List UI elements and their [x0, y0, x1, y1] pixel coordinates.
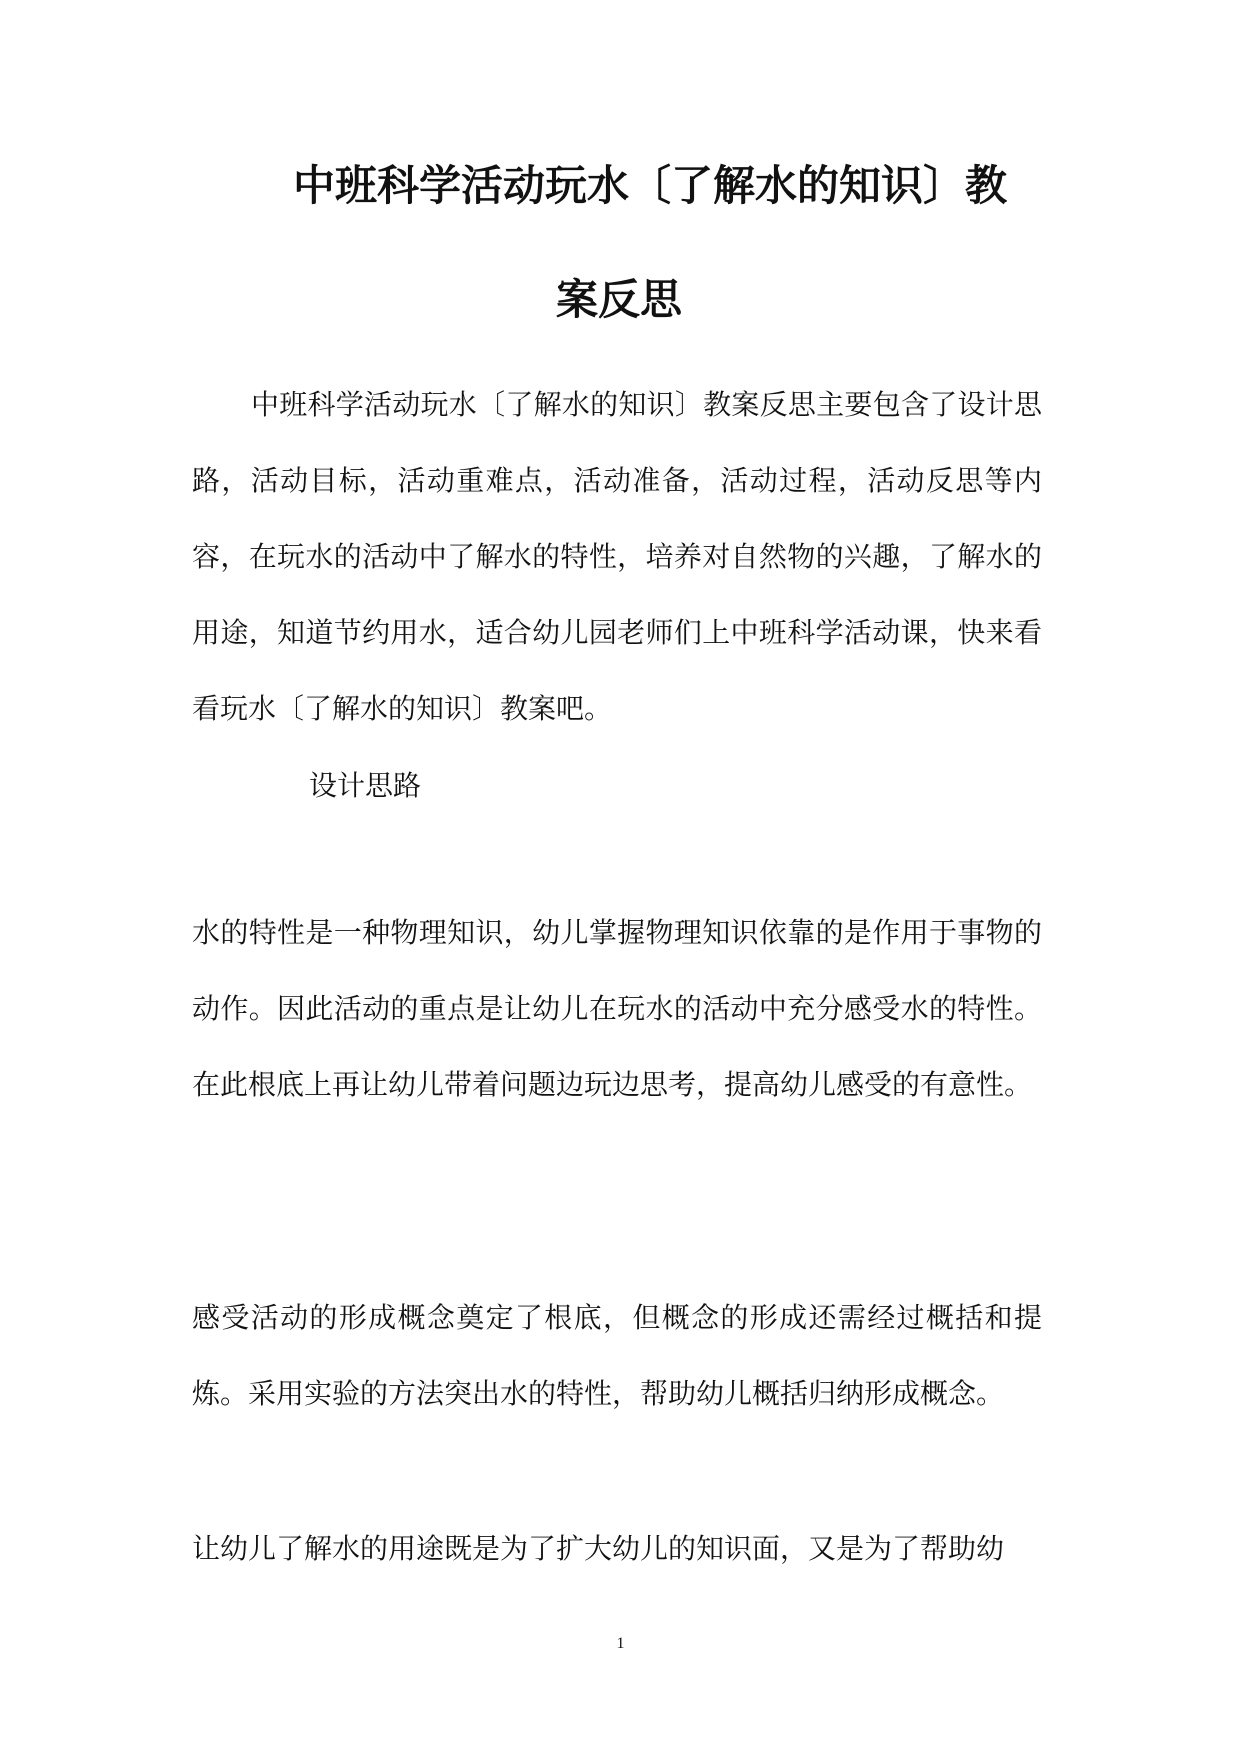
body-paragraph-3: 让幼儿了解水的用途既是为了扩大幼儿的知识面，又是为了帮助幼 [192, 1532, 1005, 1565]
body-paragraph-1: 水的特性是一种物理知识，幼儿掌握物理知识依靠的是作用于事物的动作。因此活动的重点是让幼儿在玩水的活动中充分感受水的特性。在此根底上再让幼儿带着问题边玩边思考，提高幼儿感受的有意性。 [192, 916, 1042, 1101]
page-number: 1 [616, 1635, 625, 1652]
section-heading-design-approach: 设计思路 [309, 769, 422, 802]
body-paragraph-2: 感受活动的形成概念奠定了根底，但概念的形成还需经过概括和提炼。采用实验的方法突出水的特性，帮助幼儿概括归纳形成概念。 [192, 1301, 1042, 1410]
intro-paragraph: 中班科学活动玩水〔了解水的知识〕教案反思主要包含了设计思路，活动目标，活动重难点，活动准备，活动过程，活动反思等内容，在玩水的活动中了解水的特性，培养对自然物的兴趣，了解水的用途，知道节约用水，适合幼儿园老师们上中班科学活动课，快来看看玩水〔了解水的知识〕教案吧。 [192, 388, 1042, 725]
document-title-line-1: 中班科学活动玩水〔了解水的知识〕教 [293, 161, 1008, 210]
document-title-line-2: 案反思 [556, 275, 683, 324]
